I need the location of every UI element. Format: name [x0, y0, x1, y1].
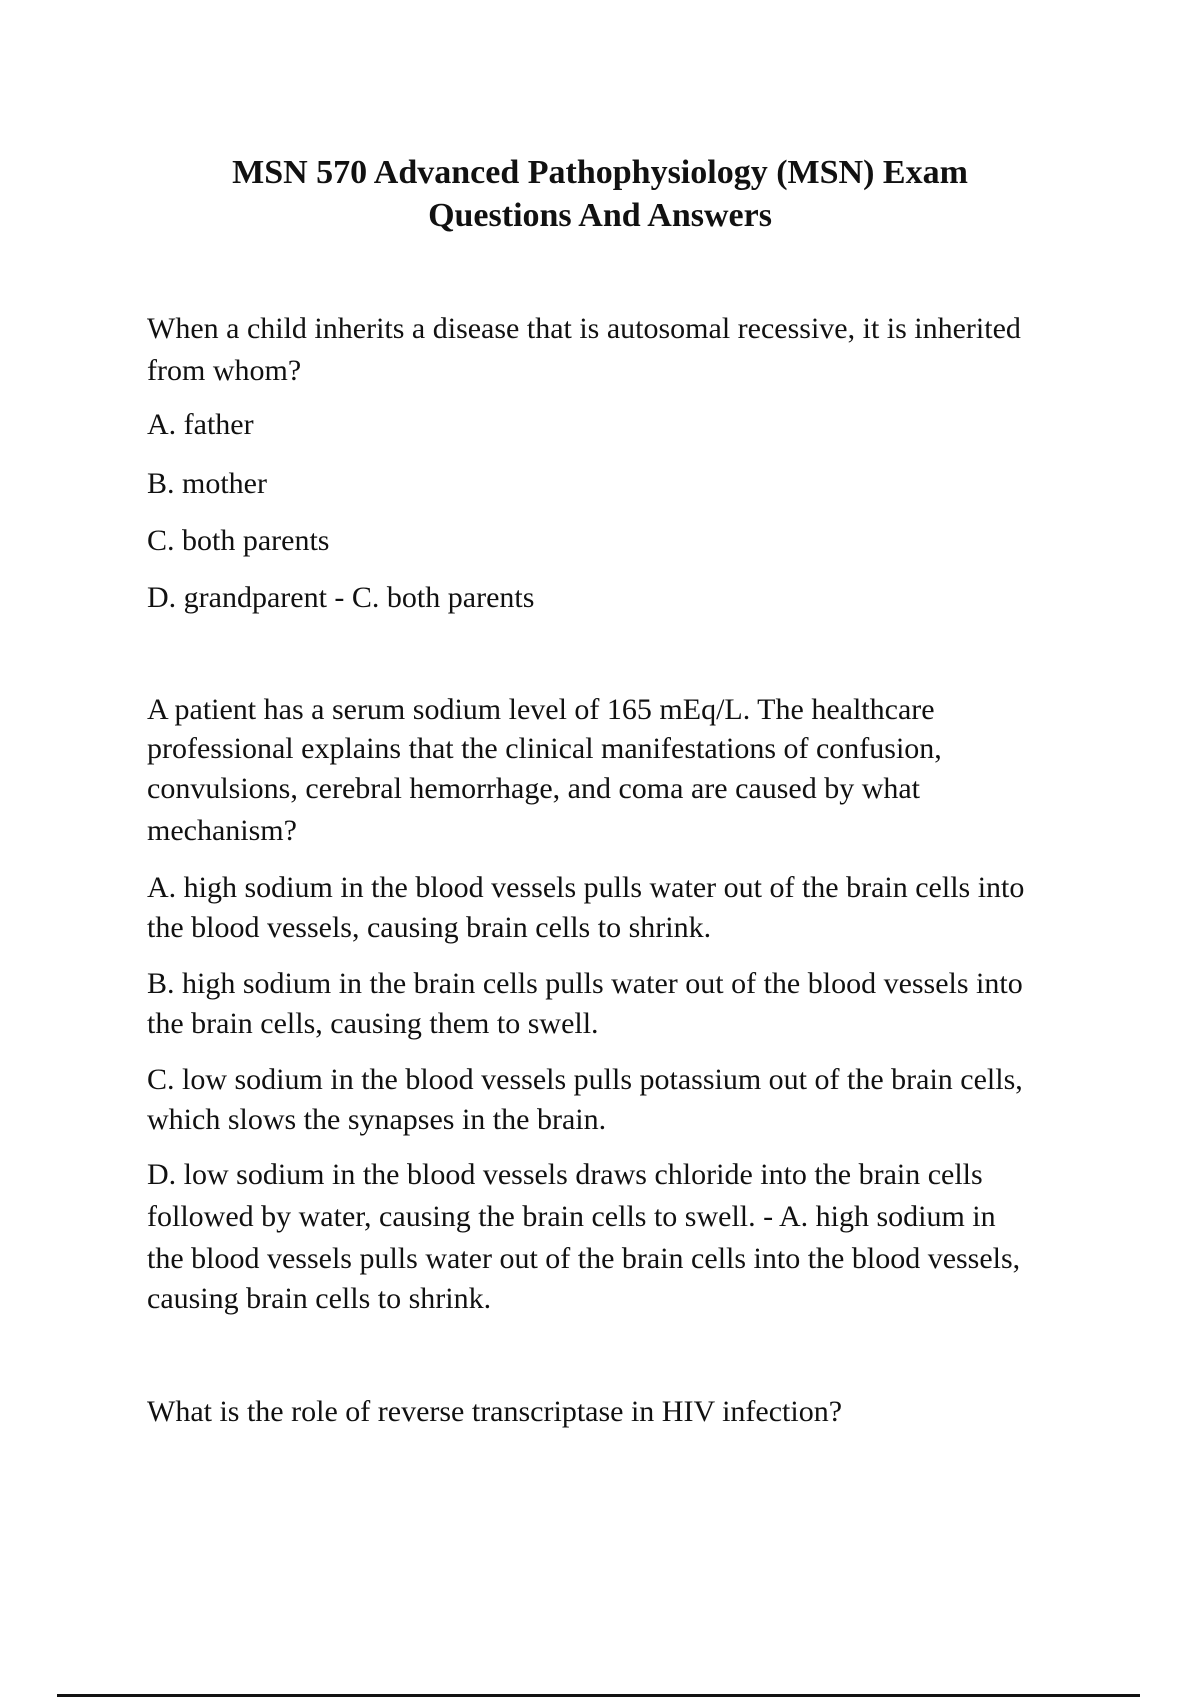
option-a: A. high sodium in the blood vessels pulls water out of the brain cells into [147, 871, 1025, 904]
option-c: which slows the synapses in the brain. [147, 1103, 607, 1136]
question-text: A patient has a serum sodium level of 165 mEq/L. The healthcare [147, 693, 935, 726]
question-text: What is the role of reverse transcriptase in HIV infection? [147, 1395, 843, 1428]
option-b: B. high sodium in the brain cells pulls water out of the blood vessels into [147, 967, 1023, 1000]
footer-rule [57, 1694, 1140, 1697]
question-text: When a child inherits a disease that is autosomal recessive, it is inherited [147, 312, 1021, 345]
option-d-with-answer: D. low sodium in the blood vessels draws chloride into the brain cells [147, 1158, 983, 1191]
question-text: mechanism? [147, 814, 297, 847]
option-d-with-answer: D. grandparent - C. both parents [147, 581, 535, 614]
question-text: convulsions, cerebral hemorrhage, and coma are caused by what [147, 772, 921, 805]
option-c: C. low sodium in the blood vessels pulls potassium out of the brain cells, [147, 1063, 1023, 1096]
option-d-with-answer: the blood vessels pulls water out of the brain cells into the blood vessels, [147, 1242, 1021, 1275]
title-line: Questions And Answers [428, 197, 772, 234]
option-d-with-answer: followed by water, causing the brain cells to swell. - A. high sodium in [147, 1200, 996, 1233]
option-c: C. both parents [147, 524, 330, 557]
question-text: from whom? [147, 354, 302, 387]
question-text: professional explains that the clinical manifestations of confusion, [147, 732, 942, 765]
option-b: B. mother [147, 467, 267, 500]
option-a: the blood vessels, causing brain cells to shrink. [147, 911, 712, 944]
option-a: A. father [147, 408, 254, 441]
option-d-with-answer: causing brain cells to shrink. [147, 1282, 492, 1315]
option-b: the brain cells, causing them to swell. [147, 1007, 599, 1040]
title-line: MSN 570 Advanced Pathophysiology (MSN) Exam [232, 154, 968, 191]
